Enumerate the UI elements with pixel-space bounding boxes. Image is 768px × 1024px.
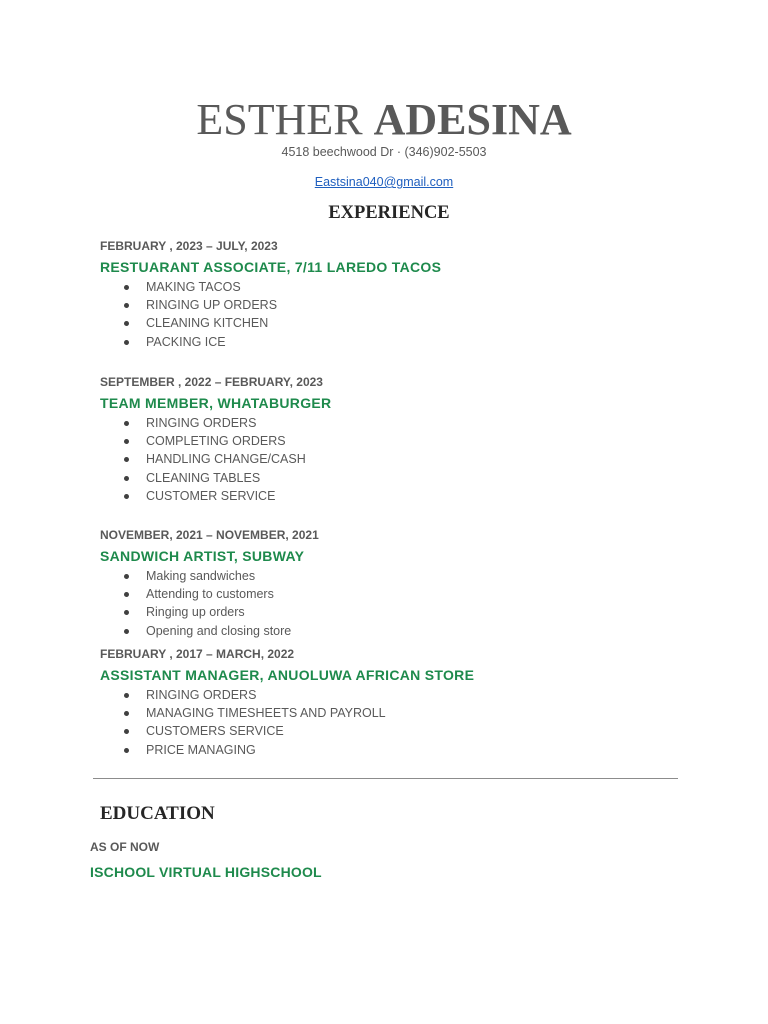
job-role: RESTUARANT ASSOCIATE, 7/11 LAREDO TACOS	[100, 259, 442, 275]
job-entry-1	[100, 236, 700, 351]
duty-item: Attending to customers	[100, 585, 700, 603]
job-duties	[100, 567, 700, 640]
job-role: SANDWICH ARTIST, SUBWAY	[100, 548, 305, 564]
duty-item: MANAGING TIMESHEETS AND PAYROLL	[100, 704, 700, 722]
duty-item: CUSTOMER SERVICE	[100, 487, 700, 505]
contact-info: 4518 beechwood Dr · (346)902-5503	[281, 145, 487, 159]
job-role: ASSISTANT MANAGER, ANUOLUWA AFRICAN STORE	[100, 667, 475, 683]
resume-name	[0, 96, 768, 144]
duty-item: MAKING TACOS	[100, 278, 700, 296]
duty-item: PACKING ICE	[100, 333, 700, 351]
education-date: AS OF NOW	[90, 840, 160, 854]
duty-item: Making sandwiches	[100, 567, 700, 585]
job-duties	[100, 414, 700, 505]
job-date: SEPTEMBER , 2022 – FEBRUARY, 2023	[100, 375, 323, 389]
email-link[interactable]: Eastsina040@gmail.com	[314, 175, 454, 189]
job-date: FEBRUARY , 2017 – MARCH, 2022	[100, 647, 295, 661]
duty-item: CLEANING TABLES	[100, 469, 700, 487]
duty-item: RINGING ORDERS	[100, 414, 700, 432]
email-line	[0, 175, 768, 189]
duty-item: CLEANING KITCHEN	[100, 314, 700, 332]
duty-item: COMPLETING ORDERS	[100, 432, 700, 450]
duty-item: HANDLING CHANGE/CASH	[100, 450, 700, 468]
job-entry-2	[100, 372, 700, 505]
job-duties	[100, 686, 700, 759]
experience-heading: EXPERIENCE	[328, 203, 450, 223]
duty-item: RINGING UP ORDERS	[100, 296, 700, 314]
last-name: ADESINA	[373, 95, 572, 144]
duty-item: CUSTOMERS SERVICE	[100, 722, 700, 740]
education-heading: EDUCATION	[100, 803, 215, 824]
job-duties	[100, 278, 700, 351]
duty-item: PRICE MANAGING	[100, 741, 700, 759]
duty-item: Ringing up orders	[100, 603, 700, 621]
job-role: TEAM MEMBER, WHATABURGER	[100, 395, 332, 411]
job-date: NOVEMBER, 2021 – NOVEMBER, 2021	[100, 528, 319, 542]
job-entry-4	[100, 644, 700, 759]
job-date: FEBRUARY , 2023 – JULY, 2023	[100, 239, 278, 253]
education-school: ISCHOOL VIRTUAL HIGHSCHOOL	[90, 864, 322, 880]
job-entry-3	[100, 525, 700, 640]
first-name: ESTHER	[196, 95, 363, 144]
duty-item: Opening and closing store	[100, 622, 700, 640]
duty-item: RINGING ORDERS	[100, 686, 700, 704]
section-divider	[93, 778, 678, 779]
